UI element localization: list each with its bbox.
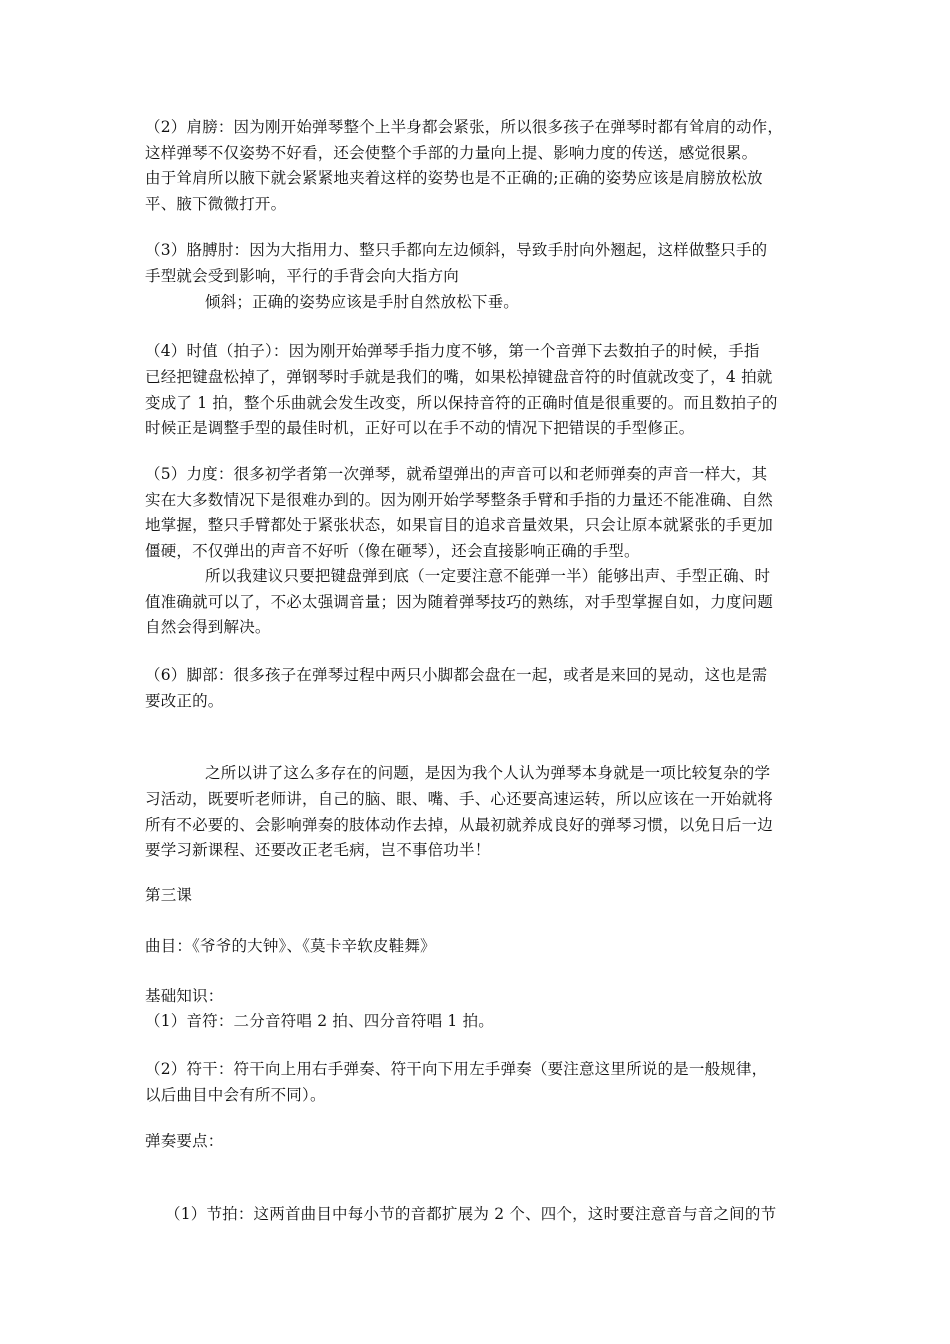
paragraph-dynamics-line-2: 实在大多数情况下是很难办到的。因为刚开始学琴整条手臂和手指的力量还不能准确、自然 <box>145 491 774 509</box>
paragraph-dynamics-line-4: 僵硬，不仅弹出的声音不好听（像在砸琴），还会直接影响正确的手型。 <box>145 542 640 560</box>
paragraph-shoulders-line-4: 平、腋下微微打开。 <box>145 195 287 213</box>
basics-notes-line: （1）音符：二分音符唱 2 拍、四分音符唱 1 拍。 <box>145 1012 494 1030</box>
paragraph-feet-line-2: 要改正的。 <box>145 692 224 710</box>
key-points-rhythm-line-1: （1）节拍：这两首曲目中每小节的音都扩展为 2 个、四个，这时要注意音与音之间的节 <box>165 1205 777 1223</box>
lesson-heading: 第三课 <box>145 886 193 904</box>
paragraph-shoulders-line-2: 这样弹琴不仅姿势不好看，还会使整个手部的力量向上提、影响力度的传送，感觉很累。 <box>145 144 758 162</box>
basics-stems-line-1: （2）符干：符干向上用右手弹奏、符干向下用左手弹奏（要注意这里所说的是一般规律， <box>145 1060 768 1078</box>
paragraph-timing-line-3: 变成了 1 拍，整个乐曲就会发生改变，所以保持音符的正确时值是很重要的。而且数拍子的 <box>145 394 778 412</box>
paragraph-summary-line-1: 之所以讲了这么多存在的问题，是因为我个人认为弹琴本身就是一项比较复杂的学 <box>205 764 771 782</box>
paragraph-shoulders-line-3: 由于耸肩所以腋下就会紧紧地夹着这样的姿势也是不正确的;正确的姿势应该是肩膀放松放 <box>145 169 763 187</box>
paragraph-dynamics-line-6: 值准确就可以了，不必太强调音量；因为随着弹琴技巧的熟练，对手型掌握自如，力度问题 <box>145 593 774 611</box>
paragraph-shoulders-line-1: （2）肩膀：因为刚开始弹琴整个上半身都会紧张，所以很多孩子在弹琴时都有耸肩的动作， <box>145 118 784 136</box>
paragraph-summary-line-4: 要学习新课程、还要改正老毛病，岂不事倍功半！ <box>145 841 491 859</box>
key-points-heading: 弹奏要点： <box>145 1132 224 1150</box>
paragraph-dynamics-line-3: 地掌握，整只手臂都处于紧张状态，如果盲目的追求音量效果，只会让原本就紧张的手更加 <box>145 516 774 534</box>
paragraph-dynamics-line-7: 自然会得到解决。 <box>145 618 271 636</box>
paragraph-elbow-line-2: 手型就会受到影响，平行的手背会向大指方向 <box>145 267 460 285</box>
paragraph-elbow-line-1: （3）胳膊肘：因为大指用力、整只手都向左边倾斜，导致手肘向外翘起，这样做整只手的 <box>145 241 768 259</box>
paragraph-feet-line-1: （6）脚部：很多孩子在弹琴过程中两只小脚都会盘在一起，或者是来回的晃动，这也是需 <box>145 666 768 684</box>
paragraph-elbow-line-3: 倾斜；正确的姿势应该是手肘自然放松下垂。 <box>205 293 520 311</box>
paragraph-timing-line-2: 已经把键盘松掉了，弹钢琴时手就是我们的嘴，如果松掉键盘音符的时值就改变了，4 拍就 <box>145 368 773 386</box>
paragraph-dynamics-line-5: 所以我建议只要把键盘弹到底（一定要注意不能弹一半）能够出声、手型正确、时 <box>205 567 771 585</box>
paragraph-timing-line-1: （4）时值（拍子）：因为刚开始弹琴手指力度不够，第一个音弹下去数拍子的时候，手指 <box>145 342 760 360</box>
basics-stems-line-2: 以后曲目中会有所不同）。 <box>145 1086 326 1104</box>
paragraph-summary-line-3: 所有不必要的、会影响弹奏的肢体动作去掉，从最初就养成良好的弹琴习惯，以免日后一边 <box>145 816 774 834</box>
basics-heading: 基础知识： <box>145 987 224 1005</box>
paragraph-timing-line-4: 时候正是调整手型的最佳时机，正好可以在手不动的情况下把错误的手型修正。 <box>145 419 695 437</box>
repertoire-line: 曲目：《爷爷的大钟》、《莫卡辛软皮鞋舞》 <box>145 937 436 955</box>
paragraph-summary-line-2: 习活动，既要听老师讲，自己的脑、眼、嘴、手、心还要高速运转，所以应该在一开始就将 <box>145 790 774 808</box>
paragraph-dynamics-line-1: （5）力度：很多初学者第一次弹琴，就希望弹出的声音可以和老师弹奏的声音一样大，其 <box>145 465 768 483</box>
